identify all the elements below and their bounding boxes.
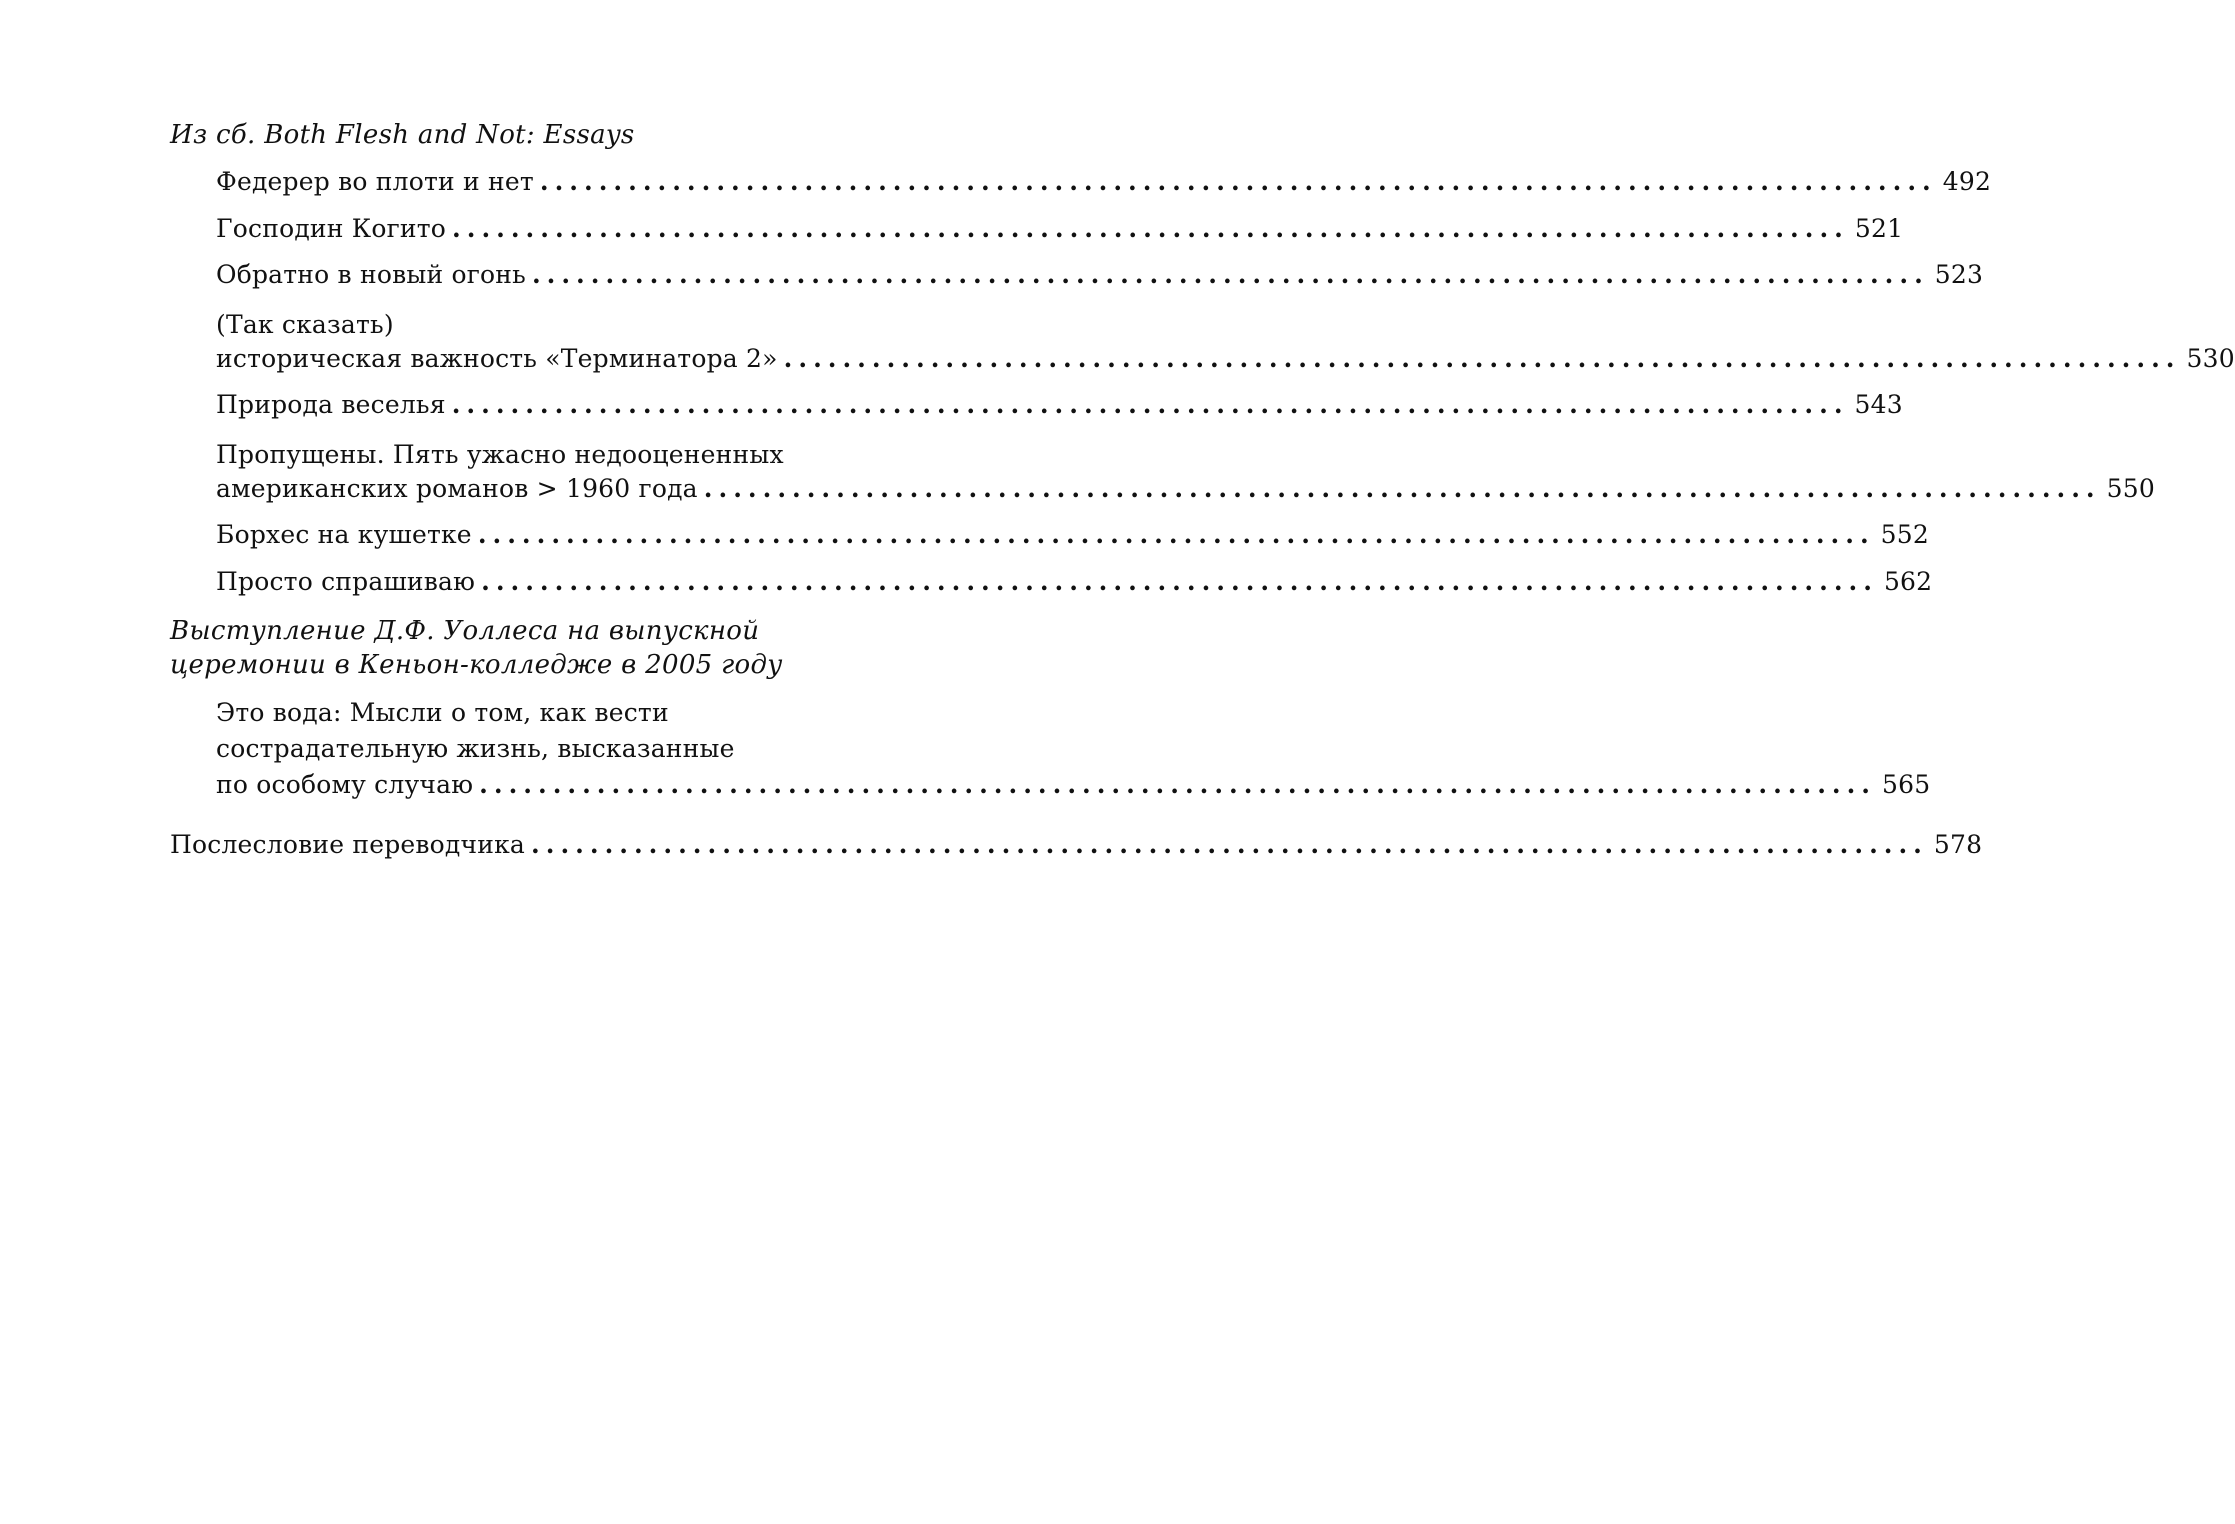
section-heading-kenyon-line2: церемонии в Кеньон-колледже в 2005 году [170, 650, 783, 680]
toc-entry-title: Природа веселья [216, 390, 446, 419]
toc-entry-title: Послесловие переводчика [170, 830, 526, 859]
section-heading-both-flesh [170, 120, 635, 150]
toc-entry-page: 530 [2186, 344, 2235, 373]
toc-entry-page: 578 [1933, 830, 1983, 859]
toc-entry-terminator-line1: (Так сказать) [216, 310, 394, 339]
toc-entry-water[interactable] [216, 770, 1931, 800]
toc-entry-page: 543 [1854, 390, 1903, 419]
toc-entry-terminator[interactable] [216, 344, 2235, 374]
toc-entry-water-line2: сострадательную жизнь, высказанные [216, 734, 735, 763]
toc-entry-title: Обратно в новый огонь [216, 260, 526, 289]
toc-entry-page: 565 [1882, 770, 1931, 799]
dot-leader: ............................................................................................... [539, 167, 1937, 196]
dot-leader: ............................................................................................... [481, 567, 1878, 596]
toc-entry-page: 562 [1883, 567, 1933, 596]
section-heading-title: Both Flesh and Not: Essays [264, 120, 635, 150]
toc-entry-water-line1: Это вода: Мысли о том, как вести [216, 698, 669, 727]
toc-entry-federer[interactable] [216, 167, 1992, 197]
toc-entry-fun[interactable] [216, 390, 1903, 420]
toc-entry-title: Просто спрашиваю [216, 567, 476, 596]
dot-leader: ............................................................................................... [451, 390, 1849, 419]
toc-entry-page: 521 [1854, 214, 1904, 243]
toc-entry-overlooked-line1: Пропущены. Пять ужасно недооцененных [216, 440, 784, 469]
toc-entry-title: Борхес на кушетке [216, 520, 472, 549]
toc-entry-borges[interactable] [216, 520, 1929, 550]
dot-leader: ............................................................................................... [452, 214, 1849, 243]
toc-entry-overlooked[interactable] [216, 474, 2155, 504]
dot-leader: ............................................................................................... [477, 520, 1875, 549]
toc-entry-page: 550 [2106, 474, 2155, 503]
toc-entry-just-asking[interactable] [216, 567, 1933, 597]
toc-entry-afterword[interactable] [170, 830, 1983, 860]
dot-leader: ............................................................................................... [703, 474, 2101, 503]
toc-entry-title: Федерер во плоти и нет [216, 167, 534, 196]
toc-entry-title: по особому случаю [216, 770, 474, 799]
section-heading-prefix: Из сб. [170, 120, 256, 150]
section-heading-kenyon-line1: Выступление Д.Ф. Уоллеса на выпускной [170, 616, 760, 646]
dot-leader: ............................................................................................... [479, 770, 1877, 799]
toc-entry-title: американских романов > 1960 года [216, 474, 698, 503]
toc-entry-kogito[interactable] [216, 214, 1904, 244]
toc-entry-title: Господин Когито [216, 214, 447, 243]
dot-leader: ............................................................................................... [783, 344, 2181, 373]
toc-entry-page: 492 [1942, 167, 1992, 196]
toc-entry-new-fire[interactable] [216, 260, 1984, 290]
dot-leader: ............................................................................................... [531, 260, 1929, 289]
toc-entry-page: 523 [1934, 260, 1984, 289]
toc-entry-page: 552 [1880, 520, 1929, 549]
toc-entry-title: историческая важность «Терминатора 2» [216, 344, 778, 373]
dot-leader: ............................................................................................... [531, 830, 1928, 859]
